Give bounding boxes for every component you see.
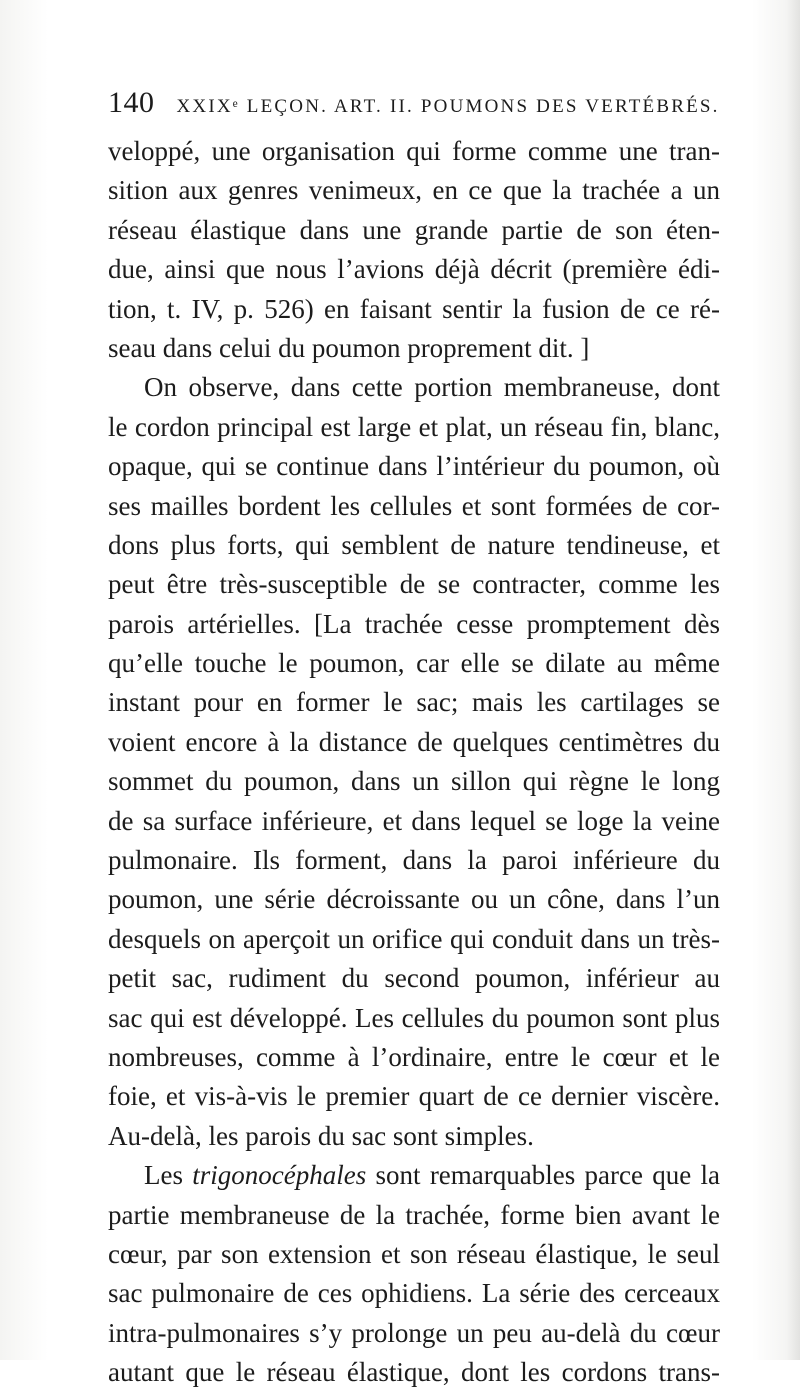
page-header — [108, 86, 720, 120]
text-line — [108, 447, 720, 486]
text-line-content: desquels on aperçoit un orifice qui conduit dans un très- — [108, 923, 720, 954]
text-line-content: ses mailles bordent les cellules et sont formées de cor- — [108, 490, 720, 521]
text-line — [108, 408, 720, 447]
text-line-content: le cordon principal est large et plat, un réseau fin, blanc, — [108, 411, 720, 442]
body-text — [108, 132, 720, 1393]
text-line-content: opaque, qui se continue dans l’intérieur du poumon, où — [108, 451, 720, 482]
text-line — [108, 526, 720, 565]
text-line — [108, 329, 720, 368]
text-line — [108, 999, 720, 1038]
text-line — [108, 1196, 720, 1235]
text-line — [108, 211, 720, 250]
text-line-content: Au-delà, les parois du sac sont simples. — [108, 1120, 534, 1151]
text-line-content: Les — [144, 1160, 193, 1191]
text-line — [108, 290, 720, 329]
text-line-content: intra-pulmonaires s’y prolonge un peu au-delà du cœur — [108, 1317, 720, 1348]
text-line-content: veloppé, une organisation qui forme comme une tran- — [108, 136, 720, 166]
text-line-content: sition aux genres venimeux, en ce que la trachée a un — [108, 175, 720, 206]
text-line — [108, 1314, 720, 1353]
text-line — [108, 723, 720, 762]
text-line-content: partie membraneuse de la trachée, forme bien avant le — [108, 1199, 720, 1230]
text-line-content: qu’elle touche le poumon, car elle se dilate au même — [108, 648, 720, 679]
text-line — [108, 920, 720, 959]
text-line-content: sac qui est développé. Les cellules du poumon sont plus — [108, 1002, 720, 1033]
text-line — [108, 880, 720, 919]
text-line-content: nombreuses, comme à l’ordinaire, entre le cœur et le — [108, 1041, 720, 1072]
text-line — [108, 1117, 720, 1156]
text-line-content: parois artérielles. [La trachée cesse promptement dès — [108, 608, 720, 639]
text-line-content: On observe, dans cette portion membraneuse, dont — [144, 372, 720, 403]
text-line-content: instant pour en former le sac; mais les cartilages se — [108, 687, 720, 718]
text-line — [108, 171, 720, 210]
text-line-content: autant que le réseau élastique, dont les cordons trans- — [108, 1357, 720, 1388]
text-line — [108, 1156, 720, 1195]
text-line-content: réseau élastique dans une grande partie de son éten- — [108, 214, 720, 245]
text-line — [108, 250, 720, 289]
text-line — [108, 1274, 720, 1313]
text-line — [108, 1077, 720, 1116]
text-line-content: foie, et vis-à-vis le premier quart de ce dernier viscère. — [108, 1081, 720, 1112]
text-line-content: de sa surface inférieure, et dans lequel se loge la veine — [108, 805, 720, 836]
text-line — [108, 565, 720, 604]
text-line — [108, 1353, 720, 1392]
text-line-content: petit sac, rudiment du second poumon, inférieur au — [108, 963, 720, 994]
text-line-content: pulmonaire. Ils forment, dans la paroi inférieure du — [108, 845, 720, 876]
text-line — [108, 132, 720, 171]
text-line — [108, 683, 720, 722]
text-line-content: poumon, une série décroissante ou un cône, dans l’un — [108, 884, 720, 915]
text-line-content: seau dans celui du poumon proprement dit. ] — [108, 332, 590, 363]
text-line — [108, 1038, 720, 1077]
page-edge-shadow — [786, 0, 800, 1360]
text-line — [108, 802, 720, 841]
text-line — [108, 487, 720, 526]
running-head: XXIXᵉ LEÇON. ART. II. POUMONS DES VERTÉBRÉS. — [176, 96, 720, 117]
text-line — [108, 1235, 720, 1274]
text-line — [108, 644, 720, 683]
text-line — [108, 368, 720, 407]
italic-term: trigonocéphales — [192, 1160, 367, 1191]
text-line-content: due, ainsi que nous l’avions déjà décrit (première édi- — [108, 254, 720, 285]
text-line-content: dons plus forts, qui semblent de nature tendineuse, et — [108, 529, 720, 560]
text-line-content: sac pulmonaire de ces ophidiens. La série des cerceaux — [108, 1278, 720, 1309]
text-line-content: tion, t. IV, p. 526) en faisant sentir la fusion de ce ré- — [108, 293, 720, 324]
text-line-content: voient encore à la distance de quelques centimètres du — [108, 726, 720, 757]
text-line-content: cœur, par son extension et son réseau élastique, le seul — [108, 1238, 720, 1269]
text-line — [108, 605, 720, 644]
page-number: 140 — [108, 86, 155, 119]
text-line — [108, 762, 720, 801]
text-line-content: sommet du poumon, dans un sillon qui règne le long — [108, 766, 720, 797]
text-line — [108, 959, 720, 998]
text-line-continuation: sont remarquables parce que la — [366, 1160, 720, 1191]
text-line — [108, 841, 720, 880]
text-line-content: peut être très-susceptible de se contracter, comme les — [108, 569, 720, 600]
